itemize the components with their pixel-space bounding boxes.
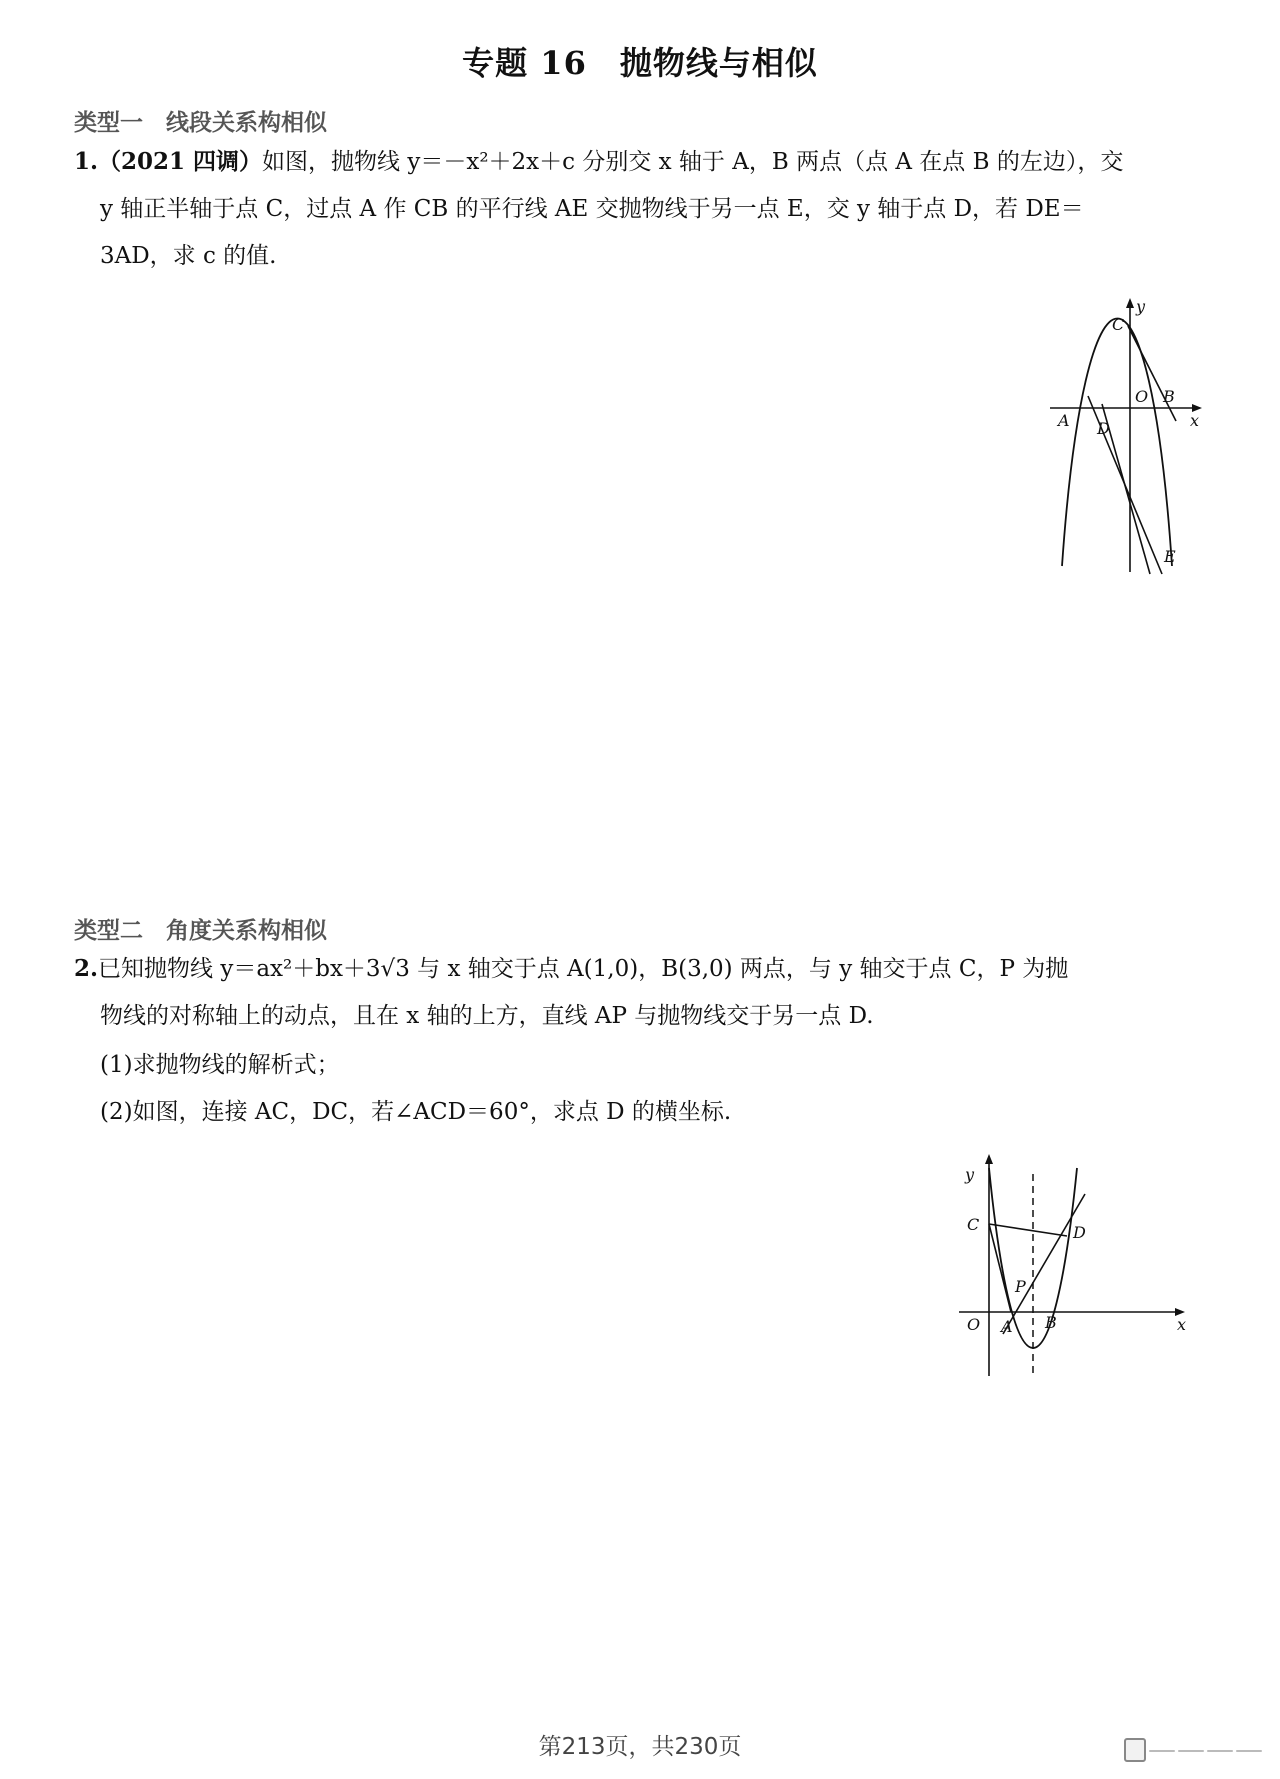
figure-2-y-arrow [985,1154,993,1164]
question-2-part-1: (1)求抛物线的解析式； [100,1052,340,1078]
figure-1-y-arrow [1126,298,1134,308]
figure-2-label-c: C [967,1215,980,1234]
question-1-line-2: y 轴正半轴于点 C，过点 A 作 CB 的平行线 AE 交抛物线于另一点 E，交 y 轴于点 D，若 DE＝ [100,196,1084,222]
question-1-line-1 [74,146,1123,178]
figure-2-line-cd [989,1224,1067,1236]
question-1-source: （2021 四调） [98,148,263,175]
page-thumb-icon[interactable] [1124,1738,1146,1762]
question-2-line-1 [74,953,1068,985]
scrub-track[interactable] [1236,1750,1262,1752]
figure-1-parabola [1062,319,1172,567]
figure-1-label-o: O [1135,387,1149,406]
question-1-number: 1. [74,148,99,175]
question-2-line-2: 物线的对称轴上的动点，且在 x 轴的上方，直线 AP 与抛物线交于另一点 D. [100,1003,874,1029]
figure-2-label-p: P [1015,1277,1026,1296]
figure-2-label-d: D [1073,1223,1086,1242]
section-heading-1: 类型一 线段关系构相似 [74,110,327,136]
section-heading-2: 类型二 角度关系构相似 [74,918,327,944]
question-1-line-3: 3AD，求 c 的值. [100,243,277,269]
page-counter: 第213页，共230页 [538,1734,742,1760]
question-2-text-1: 已知抛物线 y＝ax²＋bx＋3√3 与 x 轴交于点 A(1,0)，B(3,0) 两点，与 y 轴交于点 C，P 为抛 [98,956,1069,982]
page-title: 专题 16 抛物线与相似 [462,44,818,82]
figure-2-label-b: B [1045,1313,1057,1332]
figure-1-line-cb [1128,326,1176,421]
figure-2-label-y: y [965,1165,975,1184]
scrub-track[interactable] [1149,1750,1175,1752]
figure-1 [1040,296,1210,576]
figure-1-label-a: A [1058,411,1070,430]
figure-1-label-x: x [1190,411,1200,430]
figure-2-line-apd [1003,1194,1085,1334]
figure-1-label-c: C [1112,315,1125,334]
page-scrubber[interactable] [1124,1738,1265,1762]
figure-2 [945,1148,1195,1380]
figure-2-label-o: O [967,1315,981,1334]
question-2-part-2: (2)如图，连接 AC，DC，若∠ACD＝60°，求点 D 的横坐标. [100,1099,732,1125]
figure-1-label-b: B [1163,387,1175,406]
scrub-track[interactable] [1207,1750,1233,1752]
figure-1-label-d: D [1097,419,1110,438]
scrub-track[interactable] [1178,1750,1204,1752]
figure-2-label-x: x [1177,1315,1187,1334]
question-2-number: 2. [74,955,99,982]
figure-2-line-ca [989,1224,1011,1312]
figure-1-label-y: y [1136,297,1146,316]
question-1-text-1: 如图，抛物线 y＝－x²＋2x＋c 分别交 x 轴于 A，B 两点（点 A 在点 B 的左边），交 [262,149,1124,175]
figure-2-label-a: A [1001,1317,1013,1336]
figure-1-label-e: E [1164,547,1176,566]
